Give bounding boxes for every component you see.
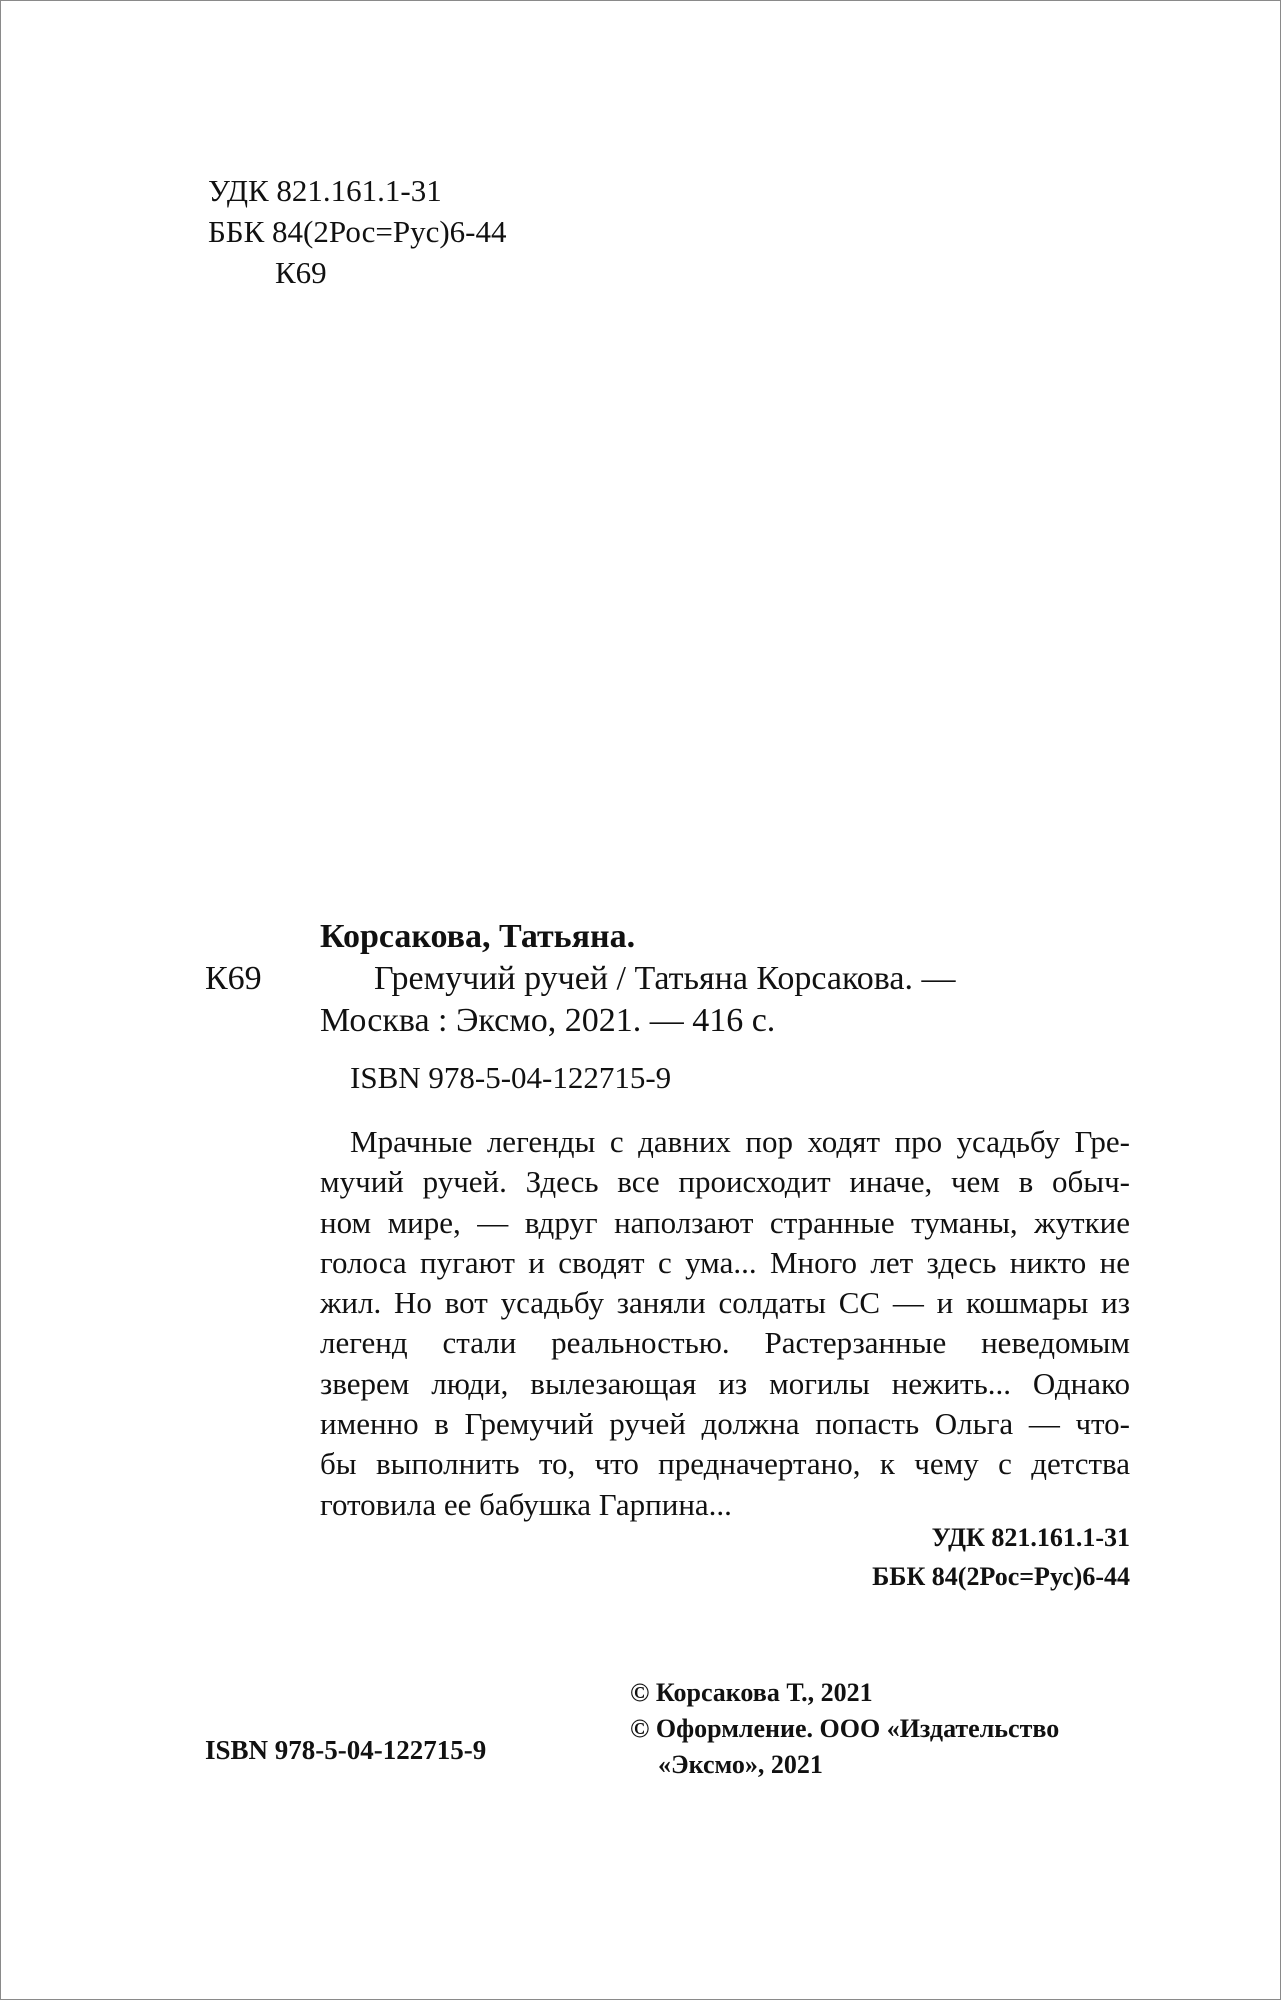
bbk-code-top: ББК 84(2Рос=Рус)6-44 bbox=[208, 214, 507, 249]
book-title-line: Гремучий ручей / Татьяна Корсакова. — bbox=[374, 960, 956, 997]
annotation-line: бы выполнить то, что предначертано, к чему с детства bbox=[320, 1446, 1130, 1482]
annotation-line: мучий ручей. Здесь все происходит иначе, чем в обыч- bbox=[320, 1164, 1130, 1200]
udk-code-annotation: УДК 821.161.1-31 bbox=[931, 1523, 1130, 1552]
copyright-design: © Оформление. ООО «Издательство bbox=[630, 1714, 1060, 1743]
author-heading: Корсакова, Татьяна. bbox=[320, 918, 636, 955]
annotation-line: ном мире, — вдруг наползают странные туманы, жуткие bbox=[320, 1204, 1130, 1240]
udk-code-top: УДК 821.161.1-31 bbox=[208, 173, 442, 208]
author-mark-side: К69 bbox=[205, 960, 262, 997]
copyright-publisher: «Эксмо», 2021 bbox=[658, 1750, 823, 1779]
annotation-line: зверем люди, вылезающая из могилы нежить... Однако bbox=[320, 1365, 1130, 1401]
annotation-line: готовила ее бабушка Гарпина... bbox=[320, 1486, 732, 1522]
publication-line: Москва : Эксмо, 2021. — 416 с. bbox=[320, 1002, 776, 1039]
isbn-record: ISBN 978-5-04-122715-9 bbox=[350, 1060, 672, 1095]
annotation-line: Мрачные легенды с давних пор ходят про усадьбу Гре- bbox=[350, 1124, 1130, 1159]
copyright-author: © Корсакова Т., 2021 bbox=[630, 1678, 873, 1707]
annotation-line: именно в Гремучий ручей должна попасть Ольга — что- bbox=[320, 1406, 1130, 1442]
author-mark-top: К69 bbox=[275, 255, 327, 290]
bbk-code-annotation: ББК 84(2Рос=Рус)6-44 bbox=[872, 1562, 1130, 1591]
annotation-line: жил. Но вот усадьбу заняли солдаты СС — и кошмары из bbox=[320, 1285, 1130, 1321]
isbn-footer: ISBN 978-5-04-122715-9 bbox=[205, 1735, 487, 1765]
annotation bbox=[320, 1122, 1130, 1525]
annotation-line: легенд стали реальностью. Растерзанные неведомым bbox=[320, 1325, 1130, 1361]
annotation-line: голоса пугают и сводят с ума... Много лет здесь никто не bbox=[320, 1244, 1130, 1280]
